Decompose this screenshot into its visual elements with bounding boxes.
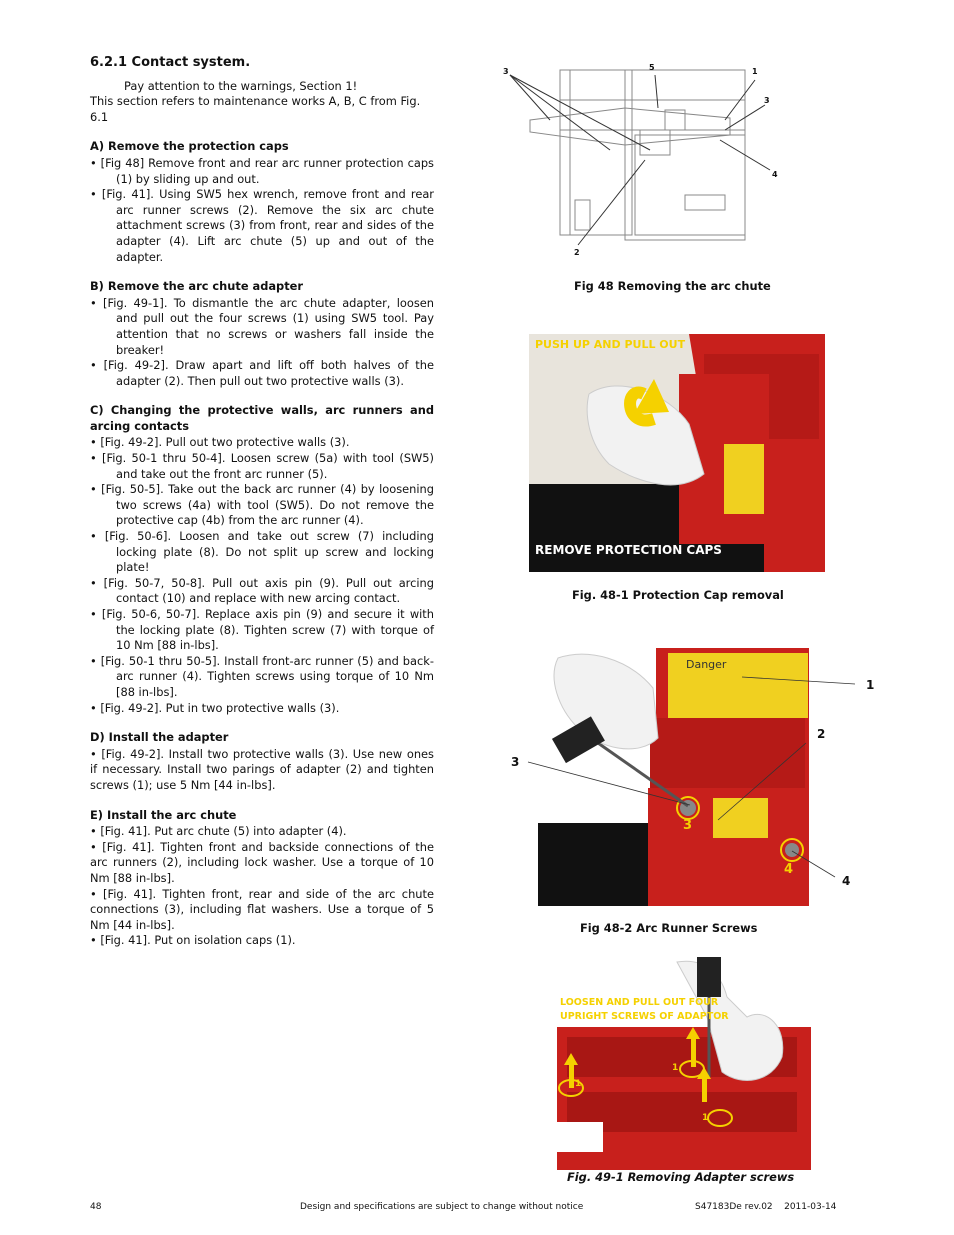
adapter-screws-photo — [557, 957, 811, 1170]
section-e-list — [90, 824, 434, 949]
screw-mark-3: 1 — [702, 1113, 709, 1123]
list-item: • [Fig. 50-1 thru 50-5]. Install front-arc runner (5) and back-arc runner (4). Tighten screws using torque of 10 Nm [88 in-lbs]. — [90, 653, 434, 699]
list-item: • [Fig. 41]. Tighten front and backside connections of the arc runners (2), including lock washer. Use a torque of 10 Nm [88 in-lbs]. — [90, 839, 434, 885]
section-b-list — [90, 296, 434, 390]
fig48-2-label-4: 4 — [842, 874, 851, 888]
section-e-heading: E) Install the arc chute — [90, 807, 237, 822]
arc-chute-drawing — [500, 60, 790, 260]
text-column — [90, 55, 434, 949]
list-item: • [Fig. 50-1 thru 50-4]. Loosen screw (5a) with tool (SW5) and take out the front arc runner (5). — [90, 451, 434, 481]
intro-text: This section refers to maintenance works A, B, C from Fig. 6.1 — [90, 94, 421, 124]
section-a-list — [90, 156, 434, 265]
fig48-1-caption: Fig. 48-1 Protection Cap removal — [572, 588, 784, 602]
warning-note: Pay attention to the warnings, Section 1! — [124, 78, 358, 93]
list-item: • [Fig 48] Remove front and rear arc runner protection caps (1) by sliding up and out. — [90, 155, 434, 186]
list-item: • [Fig. 41]. Put on isolation caps (1). — [90, 933, 296, 948]
list-item: • [Fig. 41]. Using SW5 hex wrench, remove front and rear arc runner screws (2). Remove the six arc chute attachment screws (3) from front, rear and sides of the adapter (4). Lift arc chute (5) up and out of the adapter. — [90, 187, 434, 264]
screw-mark-1: 1 — [575, 1079, 582, 1089]
list-item: • [Fig. 50-6]. Loosen and take out screw (7) including locking plate (8). Do not split up screw and locking plate! — [90, 529, 434, 575]
list-item: • [Fig. 49-2]. Draw apart and lift off both halves of the adapter (2). Then pull out two protective walls (3). — [90, 358, 434, 388]
arc-runner-photo — [538, 648, 809, 906]
fig48-2-caption: Fig 48-2 Arc Runner Screws — [580, 921, 758, 935]
fig48-2-inset-4: 4 — [784, 862, 794, 877]
fig48-label-2: 2 — [574, 248, 580, 257]
footer-notice: Design and specifications are subject to change without notice — [300, 1202, 584, 1212]
fig48-drawing — [500, 60, 790, 260]
fig48-label-5: 5 — [649, 63, 655, 72]
fig48-label-3a: 3 — [503, 67, 509, 76]
list-item: • [Fig. 49-2]. Install two protective walls (3). Use new ones if necessary. Install two parings of adapter (2) and tighten screws (1); use 5 Nm [44 in-lbs]. — [90, 746, 434, 792]
section-c-heading: C) Changing the protective walls, arc runners and arcing contacts — [90, 403, 434, 433]
list-item: • [Fig. 50-6, 50-7]. Replace axis pin (9) and secure it with the locking plate (8). Tighten screw (7) with torque of 10 Nm [88 in-lbs]. — [90, 607, 434, 653]
section-d-heading: D) Install the adapter — [90, 730, 229, 745]
fig48-2-label-1: 1 — [866, 678, 875, 692]
remove-caps-text: REMOVE PROTECTION CAPS — [535, 543, 722, 557]
fig48-caption: Fig 48 Removing the arc chute — [574, 279, 771, 293]
list-item: • [Fig. 41]. Tighten front, rear and side of the arc chute connections (3), including flat washers. Use a torque of 5 Nm [44 in-lbs]. — [90, 886, 434, 932]
list-item: • [Fig. 50-7, 50-8]. Pull out axis pin (9). Pull out arcing contact (10) and replace with new arcing contact. — [90, 575, 434, 606]
fig48-1-photo — [529, 334, 825, 572]
section-title: 6.2.1 Contact system. — [90, 55, 251, 70]
section-a-heading: A) Remove the protection caps — [90, 139, 289, 154]
protection-cap-photo — [529, 334, 825, 572]
loosen-text-1: LOOSEN AND PULL OUT FOUR — [560, 997, 719, 1008]
list-item: • [Fig. 49-1]. To dismantle the arc chute adapter, loosen and pull out the four screws (1) using SW5 tool. Pay attention that no screws or washers fall inside the breaker! — [90, 295, 434, 357]
screw-mark-2: 1 — [672, 1063, 679, 1073]
fig48-2-photo — [538, 648, 809, 906]
list-item: • [Fig. 41]. Put arc chute (5) into adapter (4). — [90, 824, 347, 839]
list-item: • [Fig. 49-2]. Put in two protective walls (3). — [90, 700, 340, 715]
fig48-2-inset-3: 3 — [683, 818, 693, 833]
page-number: 48 — [90, 1202, 102, 1212]
fig48-2-label-3: 3 — [511, 755, 520, 769]
section-d-list — [90, 747, 434, 794]
push-up-text: PUSH UP AND PULL OUT — [535, 338, 686, 351]
fig48-2-label-2: 2 — [817, 727, 826, 741]
section-c-list — [90, 435, 434, 716]
footer-doc-id: S47183De rev.02 2011-03-14 — [695, 1202, 837, 1212]
fig48-2-sticker: Danger — [686, 658, 727, 671]
fig48-label-4: 4 — [772, 170, 778, 179]
fig48-label-3b: 3 — [764, 96, 770, 105]
list-item: • [Fig. 49-2]. Pull out two protective walls (3). — [90, 435, 350, 450]
fig48-label-1: 1 — [752, 67, 758, 76]
fig49-1-photo — [557, 957, 811, 1170]
fig49-1-caption: Fig. 49-1 Removing Adapter screws — [567, 1170, 795, 1184]
loosen-text-2: UPRIGHT SCREWS OF ADAPTOR — [560, 1011, 729, 1022]
section-b-heading: B) Remove the arc chute adapter — [90, 279, 304, 294]
list-item: • [Fig. 50-5]. Take out the back arc runner (4) by loosening two screws (4a) with tool (SW5). Do not remove the protective cap (4b) from the arc runner (4). — [90, 482, 434, 528]
